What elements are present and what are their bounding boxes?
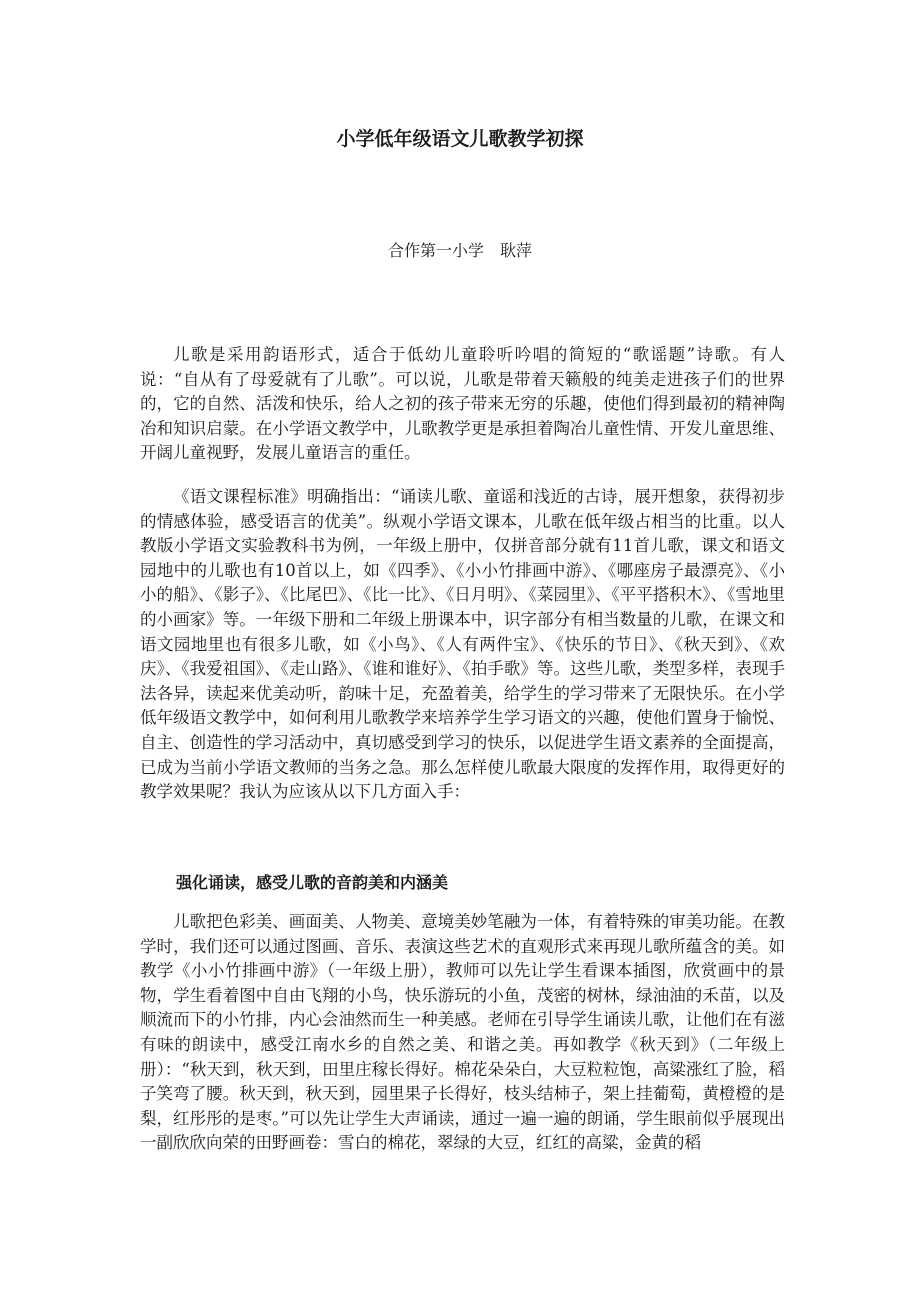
paragraph-section-body: 儿歌把色彩美、画面美、人物美、意境美妙笔融为一体，有着特殊的审美功能。在教学时，我们还可以通过图画、音乐、表演这些艺术的直观形式来再现儿歌所蕴含的美。如教学《小小竹排画中游》（一年级上册），教师可以先让学生看课本插图，欣赏画中的景物，学生看着图中自由飞翔的小鸟，快乐游玩的小鱼，茂密的树林，绿油油的禾苗，以及顺流而下的小竹排，内心会油然而生一种美感。老师在引导学生诵读儿歌，让他们在有滋有味的朗读中，感受江南水乡的自然之美、和谐之美。再如教学《秋天到》（二年级上册）：“秋天到，秋天到，田里庄稼长得好。棉花朵朵白，大豆粒粒饱，高粱涨红了脸，稻子笑弯了腰。秋天到，秋天到，园里果子长得好，枝头结柿子，架上挂葡萄，黄橙橙的是梨，红彤彤的是枣。”可以先让学生大声诵读，通过一遍一遍的朗诵，学生眼前似乎展现出一副欣欣向荣的田野画卷：雪白的棉花，翠绿的大豆，红红的高粱，金黄的稻 bbox=[140, 912, 785, 1153]
paragraph-intro: 儿歌是采用韵语形式，适合于低幼儿童聆听吟唱的简短的“歌谣题”诗歌。有人说：“自从有了母爱就有了儿歌”。可以说，儿歌是带着天籁般的纯美走进孩子们的世界的，它的自然、活泼和快乐，给人之初的孩子带来无穷的乐趣，使他们得到最初的精神陶冶和知识启蒙。在小学语文教学中，儿歌教学更是承担着陶冶儿童性情、开发儿童思维、开阔儿童视野，发展儿童语言的重任。 bbox=[140, 345, 785, 463]
paragraph-curriculum: 《语文课程标准》明确指出：“诵读儿歌、童谣和浅近的古诗，展开想象，获得初步的情感体验，感受语言的优美”。纵观小学语文课本，儿歌在低年级占相当的比重。以人教版小学语文实验教科书为例，一年级上册中，仅拼音部分就有11首儿歌，课文和语文园地中的儿歌也有10首以上，如《四季》、《小小竹排画中游》、《哪座房子最漂亮》、《小小的船》、《影子》、《比尾巴》、《比一比》、《日月明》、《菜园里》、《平平搭积木》、《雪地里的小画家》等。一年级下册和二年级上册课本中，识字部分有相当数量的儿歌，在课文和语文园地里也有很多儿歌，如《小鸟》、《人有两件宝》、《快乐的节日》、《秋天到》、《欢庆》、《我爱祖国》、《走山路》、《谁和谁好》、《拍手歌》等。这些儿歌，类型多样，表现手法各异，读起来优美动听，韵味十足，充盈着美，给学生的学习带来了无限快乐。在小学低年级语文教学中，如何利用儿歌教学来培养学生学习语文的兴趣，使他们置身于愉悦、自主、创造性的学习活动中，真切感受到学习的快乐，以促进学生语文素养的全面提高，已成为当前小学语文教师的当务之急。那么怎样使儿歌最大限度的发挥作用，取得更好的教学效果呢？我认为应该从以下几方面入手： bbox=[140, 487, 785, 802]
document-title: 小学低年级语文儿歌教学初探 bbox=[336, 128, 584, 150]
section-heading: 强化诵读，感受儿歌的音韵美和内涵美 bbox=[176, 873, 449, 892]
author-line: 合作第一小学 耿萍 bbox=[387, 241, 532, 260]
